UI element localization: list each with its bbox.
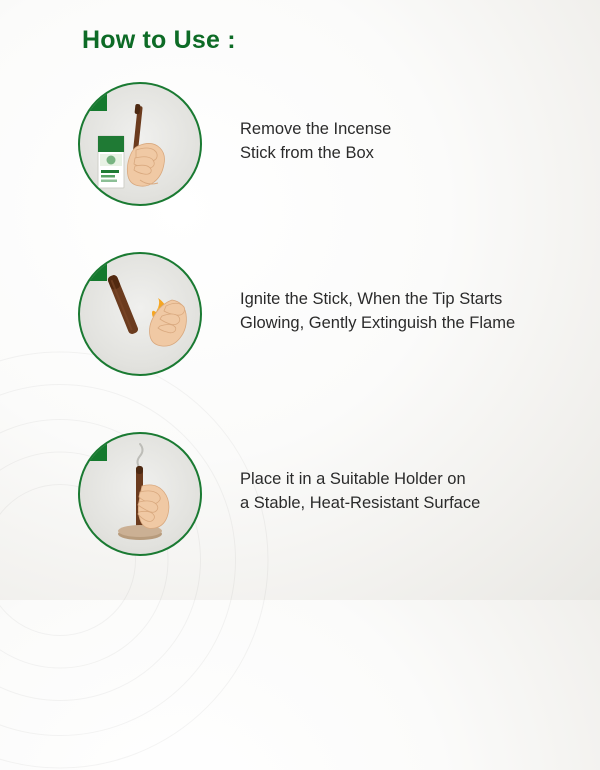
background-arcs-decoration <box>0 350 270 770</box>
step-item <box>78 432 578 552</box>
step-illustration-circle <box>78 82 202 206</box>
page-title: How to Use : <box>82 26 236 54</box>
step-illustration-circle <box>78 432 202 556</box>
step-illustration-circle <box>78 252 202 376</box>
step-caption-line-1: Remove the Incense <box>240 120 392 139</box>
step-caption-line-1: Place it in a Suitable Holder on <box>240 470 466 489</box>
step-caption-line-1: Ignite the Stick, When the Tip Starts <box>240 290 503 309</box>
step-item <box>78 82 578 202</box>
step-number-badge: 1 <box>80 84 107 111</box>
step-number-badge: 2 <box>80 254 107 281</box>
step-caption-line-2: Glowing, Gently Extinguish the Flame <box>240 314 516 332</box>
step-caption-line-2: a Stable, Heat-Resistant Surface <box>240 494 481 512</box>
step-caption <box>240 118 580 166</box>
step-caption <box>240 288 580 336</box>
step-number-badge: 3 <box>80 434 107 461</box>
step-item <box>78 252 578 372</box>
step-caption-line-2: Stick from the Box <box>240 144 374 162</box>
step-caption <box>240 468 580 516</box>
